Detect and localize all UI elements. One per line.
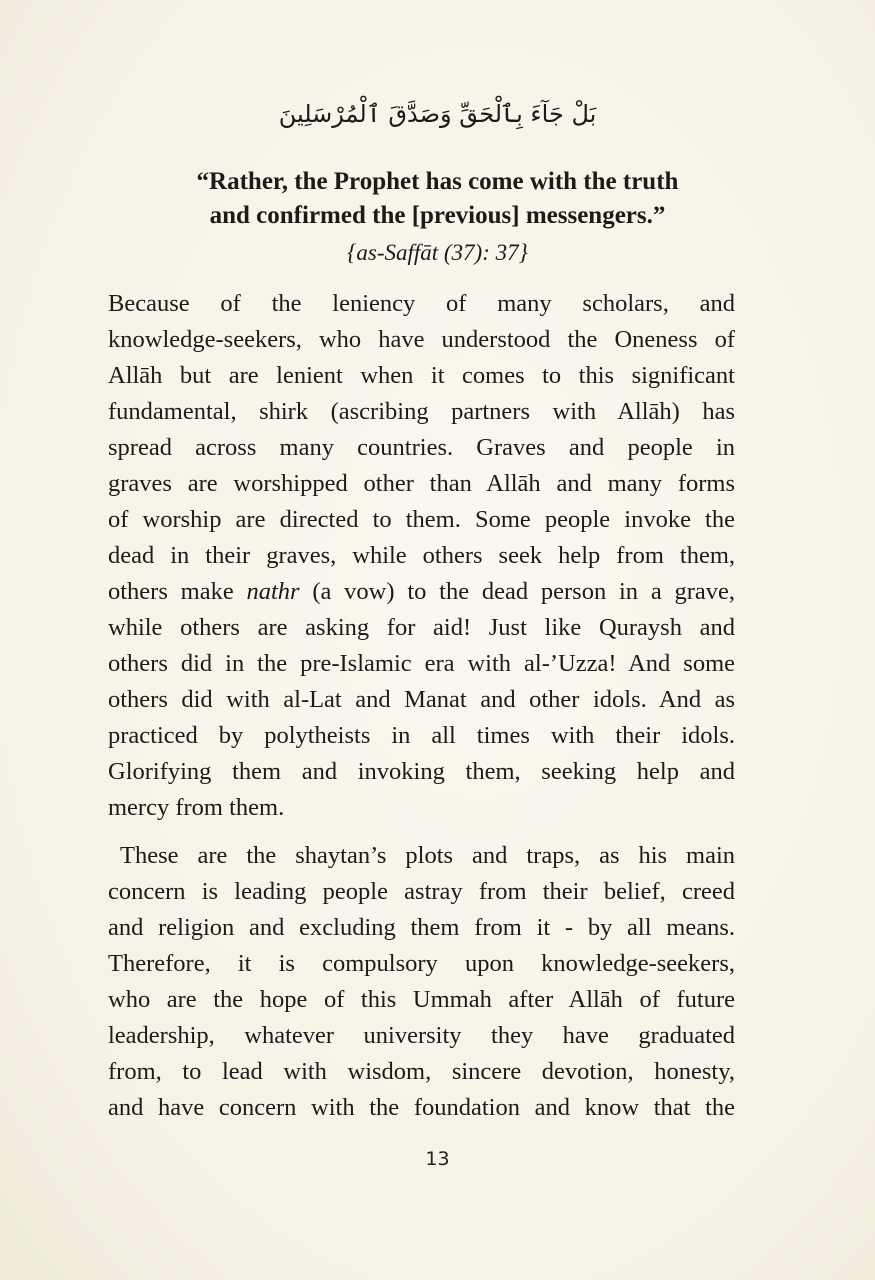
- text-line: concern is leading people astray from their belief, creed: [108, 878, 735, 905]
- text-line: Therefore, it is compulsory upon knowledge-seekers,: [108, 950, 735, 977]
- text-line: and have concern with the foundation and know that the: [108, 1094, 735, 1121]
- text-line: knowledge-seekers, who have understood the Oneness of: [108, 326, 735, 353]
- text-line: others did with al-Lat and Manat and other idols. And as: [108, 686, 735, 713]
- text-line: Glorifying them and invoking them, seeking help and: [108, 758, 735, 785]
- verse-translation: [0, 165, 875, 233]
- text-line: Allāh but are lenient when it comes to this significant: [108, 362, 735, 389]
- text-line: Because of the leniency of many scholars, and: [108, 290, 735, 317]
- text-line: spread across many countries. Graves and people in: [108, 434, 735, 461]
- text-line: others did in the pre-Islamic era with al-’Uzza! And some: [108, 650, 735, 677]
- verse-translation-line: “Rather, the Prophet has come with the truth: [196, 168, 679, 195]
- arabic-verse: بَلْ جَآءَ بِٱلْحَقِّ وَصَدَّقَ ٱلْمُرْسَلِينَ: [278, 100, 597, 128]
- italic-term-nathr: nathr: [246, 578, 300, 605]
- text-line: from, to lead with wisdom, sincere devotion, honesty,: [108, 1058, 735, 1085]
- verse-reference: {as-Saffāt (37): 37}: [347, 240, 528, 265]
- paragraph-2: [108, 838, 735, 1126]
- text-fragment: (a vow) to the dead person in a grave,: [299, 578, 736, 605]
- text-line: [108, 574, 735, 610]
- text-line: leadership, whatever university they have graduated: [108, 1022, 735, 1049]
- text-line: of worship are directed to them. Some people invoke the: [108, 506, 735, 533]
- page-number: 13: [425, 1148, 450, 1170]
- text-line: who are the hope of this Ummah after Allāh of future: [108, 986, 735, 1013]
- text-line: fundamental, shirk (ascribing partners with Allāh) has: [108, 398, 735, 425]
- text-line: dead in their graves, while others seek help from them,: [108, 542, 735, 569]
- verse-translation-line: and confirmed the [previous] messengers.”: [209, 202, 666, 229]
- text-line: graves are worshipped other than Allāh and many forms: [108, 470, 735, 497]
- text-line: mercy from them.: [108, 794, 285, 821]
- text-line: practiced by polytheists in all times with their idols.: [108, 722, 735, 749]
- text-line: while others are asking for aid! Just like Quraysh and: [108, 614, 735, 641]
- text-fragment: others make: [108, 578, 247, 605]
- text-line: These are the shaytan’s plots and traps, as his main: [120, 842, 735, 869]
- paragraph-1: [108, 286, 735, 826]
- text-line: and religion and excluding them from it - by all means.: [108, 914, 735, 941]
